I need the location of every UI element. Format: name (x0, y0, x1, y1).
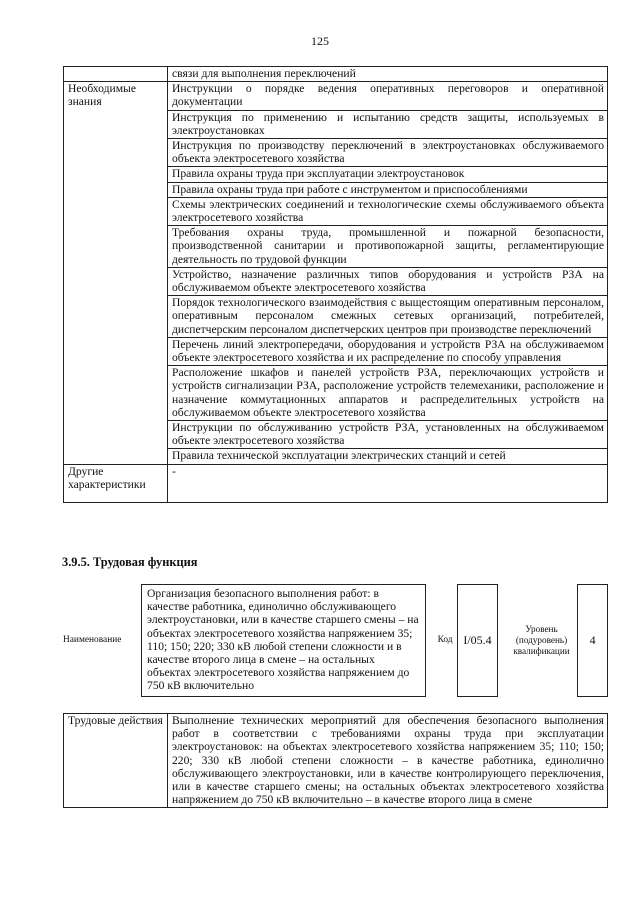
knowledge-table-body (64, 67, 608, 503)
knowledge-item: Устройство, назначение различных типов оборудования и устройств РЗА на обслуживаемом объекте электросетевого хозяйства (168, 267, 608, 295)
table-row (64, 82, 608, 110)
knowledge-item: Инструкции о порядке ведения оперативных переговоров и оперативной документации (168, 82, 608, 110)
knowledge-item: Правила технической эксплуатации электрических станций и сетей (168, 449, 608, 464)
actions-text: Выполнение технических мероприятий для обеспечения безопасного выполнения работ в соответствии с требованиями охраны труда при эксплуатации электроустановок: на объектах электросетевого хозяйства напряжением 35; 110; 150; 220; 330 кВ любой степени сложности – в качестве работника, единолично обслуживающего электроустановки, или в качестве контролирующего переключения, или в качестве старшего смены; на остальных объектах электросетевого хозяйства напряжением до 750 кВ включительно – в качестве второго лица в смене (168, 714, 608, 808)
name-value: Организация безопасного выполнения работ: в качестве работника, единолично обслуживающего электроустановки, или в качестве старшего смены – на объектах электросетевого хозяйства напряжением 35; 110; 150; 220; 330 кВ любой степени сложности и в качестве второго лица в смене – на остальных объектах электросетевого хозяйства напряжением до 750 кВ включительно (141, 584, 426, 697)
knowledge-table (63, 66, 608, 503)
code-value: I/05.4 (457, 584, 498, 697)
knowledge-item: Требования охраны труда, промышленной и пожарной безопасности, производственной санитарии и противопожарной защиты, регламентирующие деятельность по трудовой функции (168, 226, 608, 268)
knowledge-item: Порядок технологического взаимодействия с выщестоящим оперативным персоналом, оперативным персоналом смежных сетевых организаций, потребителей, диспетчерским персоналом диспетчерских центров при производстве переключений (168, 296, 608, 338)
table-row (64, 67, 608, 82)
function-header-body (63, 584, 608, 697)
actions-label: Трудовые действия (64, 714, 168, 808)
knowledge-item: Правила охраны труда при работе с инструментом и приспособлениями (168, 182, 608, 197)
top-row-cell: связи для выполнения переключений (168, 67, 608, 82)
other-label-cell: Другие характеристики (64, 464, 168, 502)
knowledge-item: Инструкция по производству переключений в электроустановках обслуживаемого объекта электросетевого хозяйства (168, 139, 608, 167)
function-header-table (63, 584, 608, 697)
name-label: Наименование (63, 634, 122, 645)
knowledge-item: Схемы электрических соединений и технологические схемы обслуживаемого объекта электросетевого хозяйства (168, 197, 608, 225)
knowledge-item: Правила охраны труда при эксплуатации электроустановок (168, 167, 608, 182)
knowledge-item: Расположение шкафов и панелей устройств РЗА, переключающих устройств и устройств сигнализации РЗА, расположение устройств телемеханики, расположение и назначение коммутационных аппаратов и распределительных устройств на обслуживаемом объекте электросетевого хозяйства (168, 366, 608, 421)
spacer (426, 584, 434, 697)
other-value-cell: - (168, 464, 608, 502)
knowledge-item: Перечень линий электропередачи, оборудования и устройств РЗА на обслуживаемом объекте электросетевого хозяйства и их распределение по способу управления (168, 337, 608, 365)
empty-label-cell (64, 67, 168, 82)
table-row (64, 464, 608, 502)
level-label: Уровень (подуровень) квалификации (513, 624, 570, 656)
spacer (498, 584, 506, 697)
level-value: 4 (577, 584, 608, 697)
code-label: Код (437, 634, 453, 645)
knowledge-label-cell: Необходимые знания (64, 82, 168, 464)
page-number: 125 (311, 34, 329, 48)
actions-table (63, 713, 608, 808)
table-row (63, 584, 608, 697)
knowledge-item: Инструкции по обслуживанию устройств РЗА, установленных на обслуживаемом объекте электросетевого хозяйства (168, 421, 608, 449)
section-title: 3.9.5. Трудовая функция (62, 555, 198, 569)
table-row (64, 714, 608, 808)
knowledge-item: Инструкция по применению и испытанию средств защиты, используемых в электроустановках (168, 110, 608, 138)
actions-table-body (64, 714, 608, 808)
